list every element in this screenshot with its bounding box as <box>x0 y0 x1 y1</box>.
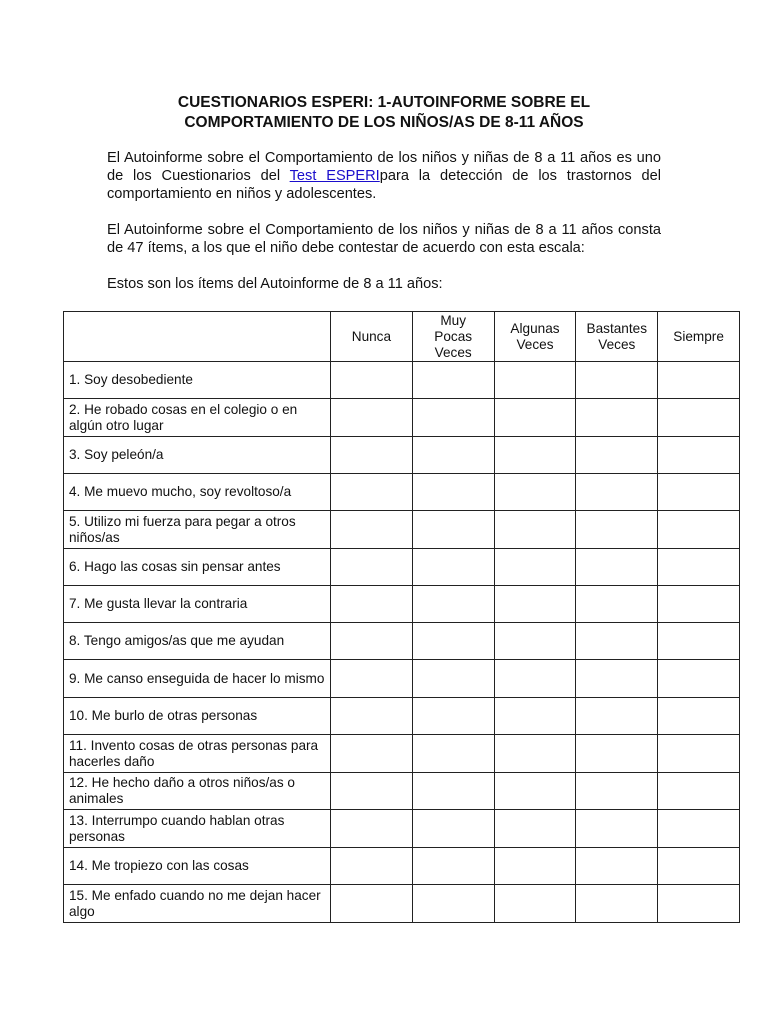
item-text: 5. Utilizo mi fuerza para pegar a otros niños/as <box>64 511 331 549</box>
intro-paragraph-3: Estos son los ítems del Autoinforme de 8 a 11 años: <box>107 276 443 292</box>
answer-cell[interactable] <box>412 511 494 549</box>
answer-cell[interactable] <box>412 848 494 885</box>
answer-cell[interactable] <box>576 362 658 399</box>
table-row <box>64 773 740 810</box>
item-text: 7. Me gusta llevar la contraria <box>64 586 331 623</box>
header-bastantes-veces <box>576 312 658 362</box>
answer-cell[interactable] <box>331 474 413 511</box>
table-row <box>64 362 740 399</box>
answer-cell[interactable] <box>331 885 413 923</box>
answer-cell[interactable] <box>412 474 494 511</box>
answer-cell[interactable] <box>494 474 576 511</box>
intro-paragraph-2: El Autoinforme sobre el Comportamiento de los niños y niñas de 8 a 11 años consta de 47 ítems, a los que el niño debe contestar de acuerdo con esta escala: <box>107 222 661 256</box>
answer-cell[interactable] <box>658 698 740 735</box>
answer-cell[interactable] <box>658 362 740 399</box>
answer-cell[interactable] <box>412 623 494 660</box>
header-item-column <box>64 312 331 362</box>
answer-cell[interactable] <box>412 399 494 437</box>
intro-text-after-link: para la detección de los trastornos del comportamiento en niños y adolescentes. <box>107 168 661 202</box>
answer-cell[interactable] <box>576 698 658 735</box>
header-nunca: Nunca <box>331 312 413 362</box>
answer-cell[interactable] <box>576 810 658 848</box>
table-body <box>64 362 740 923</box>
header-muy-pocas-veces <box>412 312 494 362</box>
answer-cell[interactable] <box>412 773 494 810</box>
answer-cell[interactable] <box>494 660 576 698</box>
answer-cell[interactable] <box>576 623 658 660</box>
answer-cell[interactable] <box>412 885 494 923</box>
table-row <box>64 848 740 885</box>
answer-cell[interactable] <box>494 735 576 773</box>
item-text: 10. Me burlo de otras personas <box>64 698 331 735</box>
questionnaire-table <box>63 311 740 923</box>
answer-cell[interactable] <box>331 848 413 885</box>
answer-cell[interactable] <box>576 735 658 773</box>
intro-paragraph-1 <box>107 149 661 203</box>
item-text: 2. He robado cosas en el colegio o en algún otro lugar <box>64 399 331 437</box>
test-esperi-link[interactable]: Test ESPERI <box>289 168 380 184</box>
answer-cell[interactable] <box>412 586 494 623</box>
answer-cell[interactable] <box>576 549 658 586</box>
answer-cell[interactable] <box>412 698 494 735</box>
answer-cell[interactable] <box>331 735 413 773</box>
answer-cell[interactable] <box>576 511 658 549</box>
answer-cell[interactable] <box>658 773 740 810</box>
answer-cell[interactable] <box>576 474 658 511</box>
table-row <box>64 437 740 474</box>
answer-cell[interactable] <box>658 623 740 660</box>
header-bastantes-veces-label: Bastantes Veces <box>586 320 648 352</box>
answer-cell[interactable] <box>331 810 413 848</box>
answer-cell[interactable] <box>331 773 413 810</box>
title-line-1: CUESTIONARIOS ESPERI: 1-AUTOINFORME SOBRE EL <box>177 94 591 111</box>
answer-cell[interactable] <box>658 474 740 511</box>
table-row <box>64 511 740 549</box>
item-text: 6. Hago las cosas sin pensar antes <box>64 549 331 586</box>
answer-cell[interactable] <box>412 660 494 698</box>
answer-cell[interactable] <box>658 511 740 549</box>
answer-cell[interactable] <box>494 885 576 923</box>
answer-cell[interactable] <box>494 399 576 437</box>
intro-text-before-link: El Autoinforme sobre el Comportamiento de los niños y niñas de 8 a 11 años es uno de los Cuestionarios del <box>107 150 661 184</box>
answer-cell[interactable] <box>494 848 576 885</box>
answer-cell[interactable] <box>576 848 658 885</box>
item-text: 1. Soy desobediente <box>64 362 331 399</box>
answer-cell[interactable] <box>658 735 740 773</box>
answer-cell[interactable] <box>331 549 413 586</box>
answer-cell[interactable] <box>658 848 740 885</box>
table-row <box>64 698 740 735</box>
answer-cell[interactable] <box>494 549 576 586</box>
answer-cell[interactable] <box>331 698 413 735</box>
answer-cell[interactable] <box>331 437 413 474</box>
item-text: 14. Me tropiezo con las cosas <box>64 848 331 885</box>
answer-cell[interactable] <box>412 549 494 586</box>
answer-cell[interactable] <box>658 660 740 698</box>
item-text: 3. Soy peleón/a <box>64 437 331 474</box>
answer-cell[interactable] <box>576 885 658 923</box>
answer-cell[interactable] <box>412 810 494 848</box>
answer-cell[interactable] <box>494 586 576 623</box>
table-row <box>64 399 740 437</box>
answer-cell[interactable] <box>576 586 658 623</box>
answer-cell[interactable] <box>494 511 576 549</box>
table-row <box>64 474 740 511</box>
header-algunas-veces-label: Algunas Veces <box>510 320 560 352</box>
item-text: 4. Me muevo mucho, soy revoltoso/a <box>64 474 331 511</box>
answer-cell[interactable] <box>576 660 658 698</box>
answer-cell[interactable] <box>658 437 740 474</box>
answer-cell[interactable] <box>494 698 576 735</box>
item-text: 11. Invento cosas de otras personas para hacerles daño <box>64 735 331 773</box>
answer-cell[interactable] <box>576 437 658 474</box>
answer-cell[interactable] <box>494 437 576 474</box>
header-muy-pocas-veces-label: Muy Pocas Veces <box>434 312 473 360</box>
answer-cell[interactable] <box>412 735 494 773</box>
answer-cell[interactable] <box>494 362 576 399</box>
document-title <box>60 93 708 133</box>
header-algunas-veces <box>494 312 576 362</box>
answer-cell[interactable] <box>576 399 658 437</box>
answer-cell[interactable] <box>494 623 576 660</box>
table-row <box>64 549 740 586</box>
answer-cell[interactable] <box>494 810 576 848</box>
table-row <box>64 735 740 773</box>
item-text: 9. Me canso enseguida de hacer lo mismo <box>64 660 331 698</box>
answer-cell[interactable] <box>331 511 413 549</box>
answer-cell[interactable] <box>331 623 413 660</box>
answer-cell[interactable] <box>412 437 494 474</box>
answer-cell[interactable] <box>331 399 413 437</box>
answer-cell[interactable] <box>331 660 413 698</box>
item-text: 13. Interrumpo cuando hablan otras personas <box>64 810 331 848</box>
answer-cell[interactable] <box>412 362 494 399</box>
answer-cell[interactable] <box>658 549 740 586</box>
table-row <box>64 885 740 923</box>
table-row <box>64 586 740 623</box>
table-header-row <box>64 312 740 362</box>
item-text: 15. Me enfado cuando no me dejan hacer algo <box>64 885 331 923</box>
table-row <box>64 623 740 660</box>
answer-cell[interactable] <box>494 773 576 810</box>
answer-cell[interactable] <box>658 885 740 923</box>
answer-cell[interactable] <box>331 362 413 399</box>
answer-cell[interactable] <box>658 586 740 623</box>
table-row <box>64 810 740 848</box>
item-text: 12. He hecho daño a otros niños/as o animales <box>64 773 331 810</box>
table-row <box>64 660 740 698</box>
header-siempre: Siempre <box>658 312 740 362</box>
answer-cell[interactable] <box>576 773 658 810</box>
title-line-2: COMPORTAMIENTO DE LOS NIÑOS/AS DE 8-11 AÑOS <box>184 114 584 131</box>
answer-cell[interactable] <box>658 810 740 848</box>
answer-cell[interactable] <box>658 399 740 437</box>
item-text: 8. Tengo amigos/as que me ayudan <box>64 623 331 660</box>
answer-cell[interactable] <box>331 586 413 623</box>
